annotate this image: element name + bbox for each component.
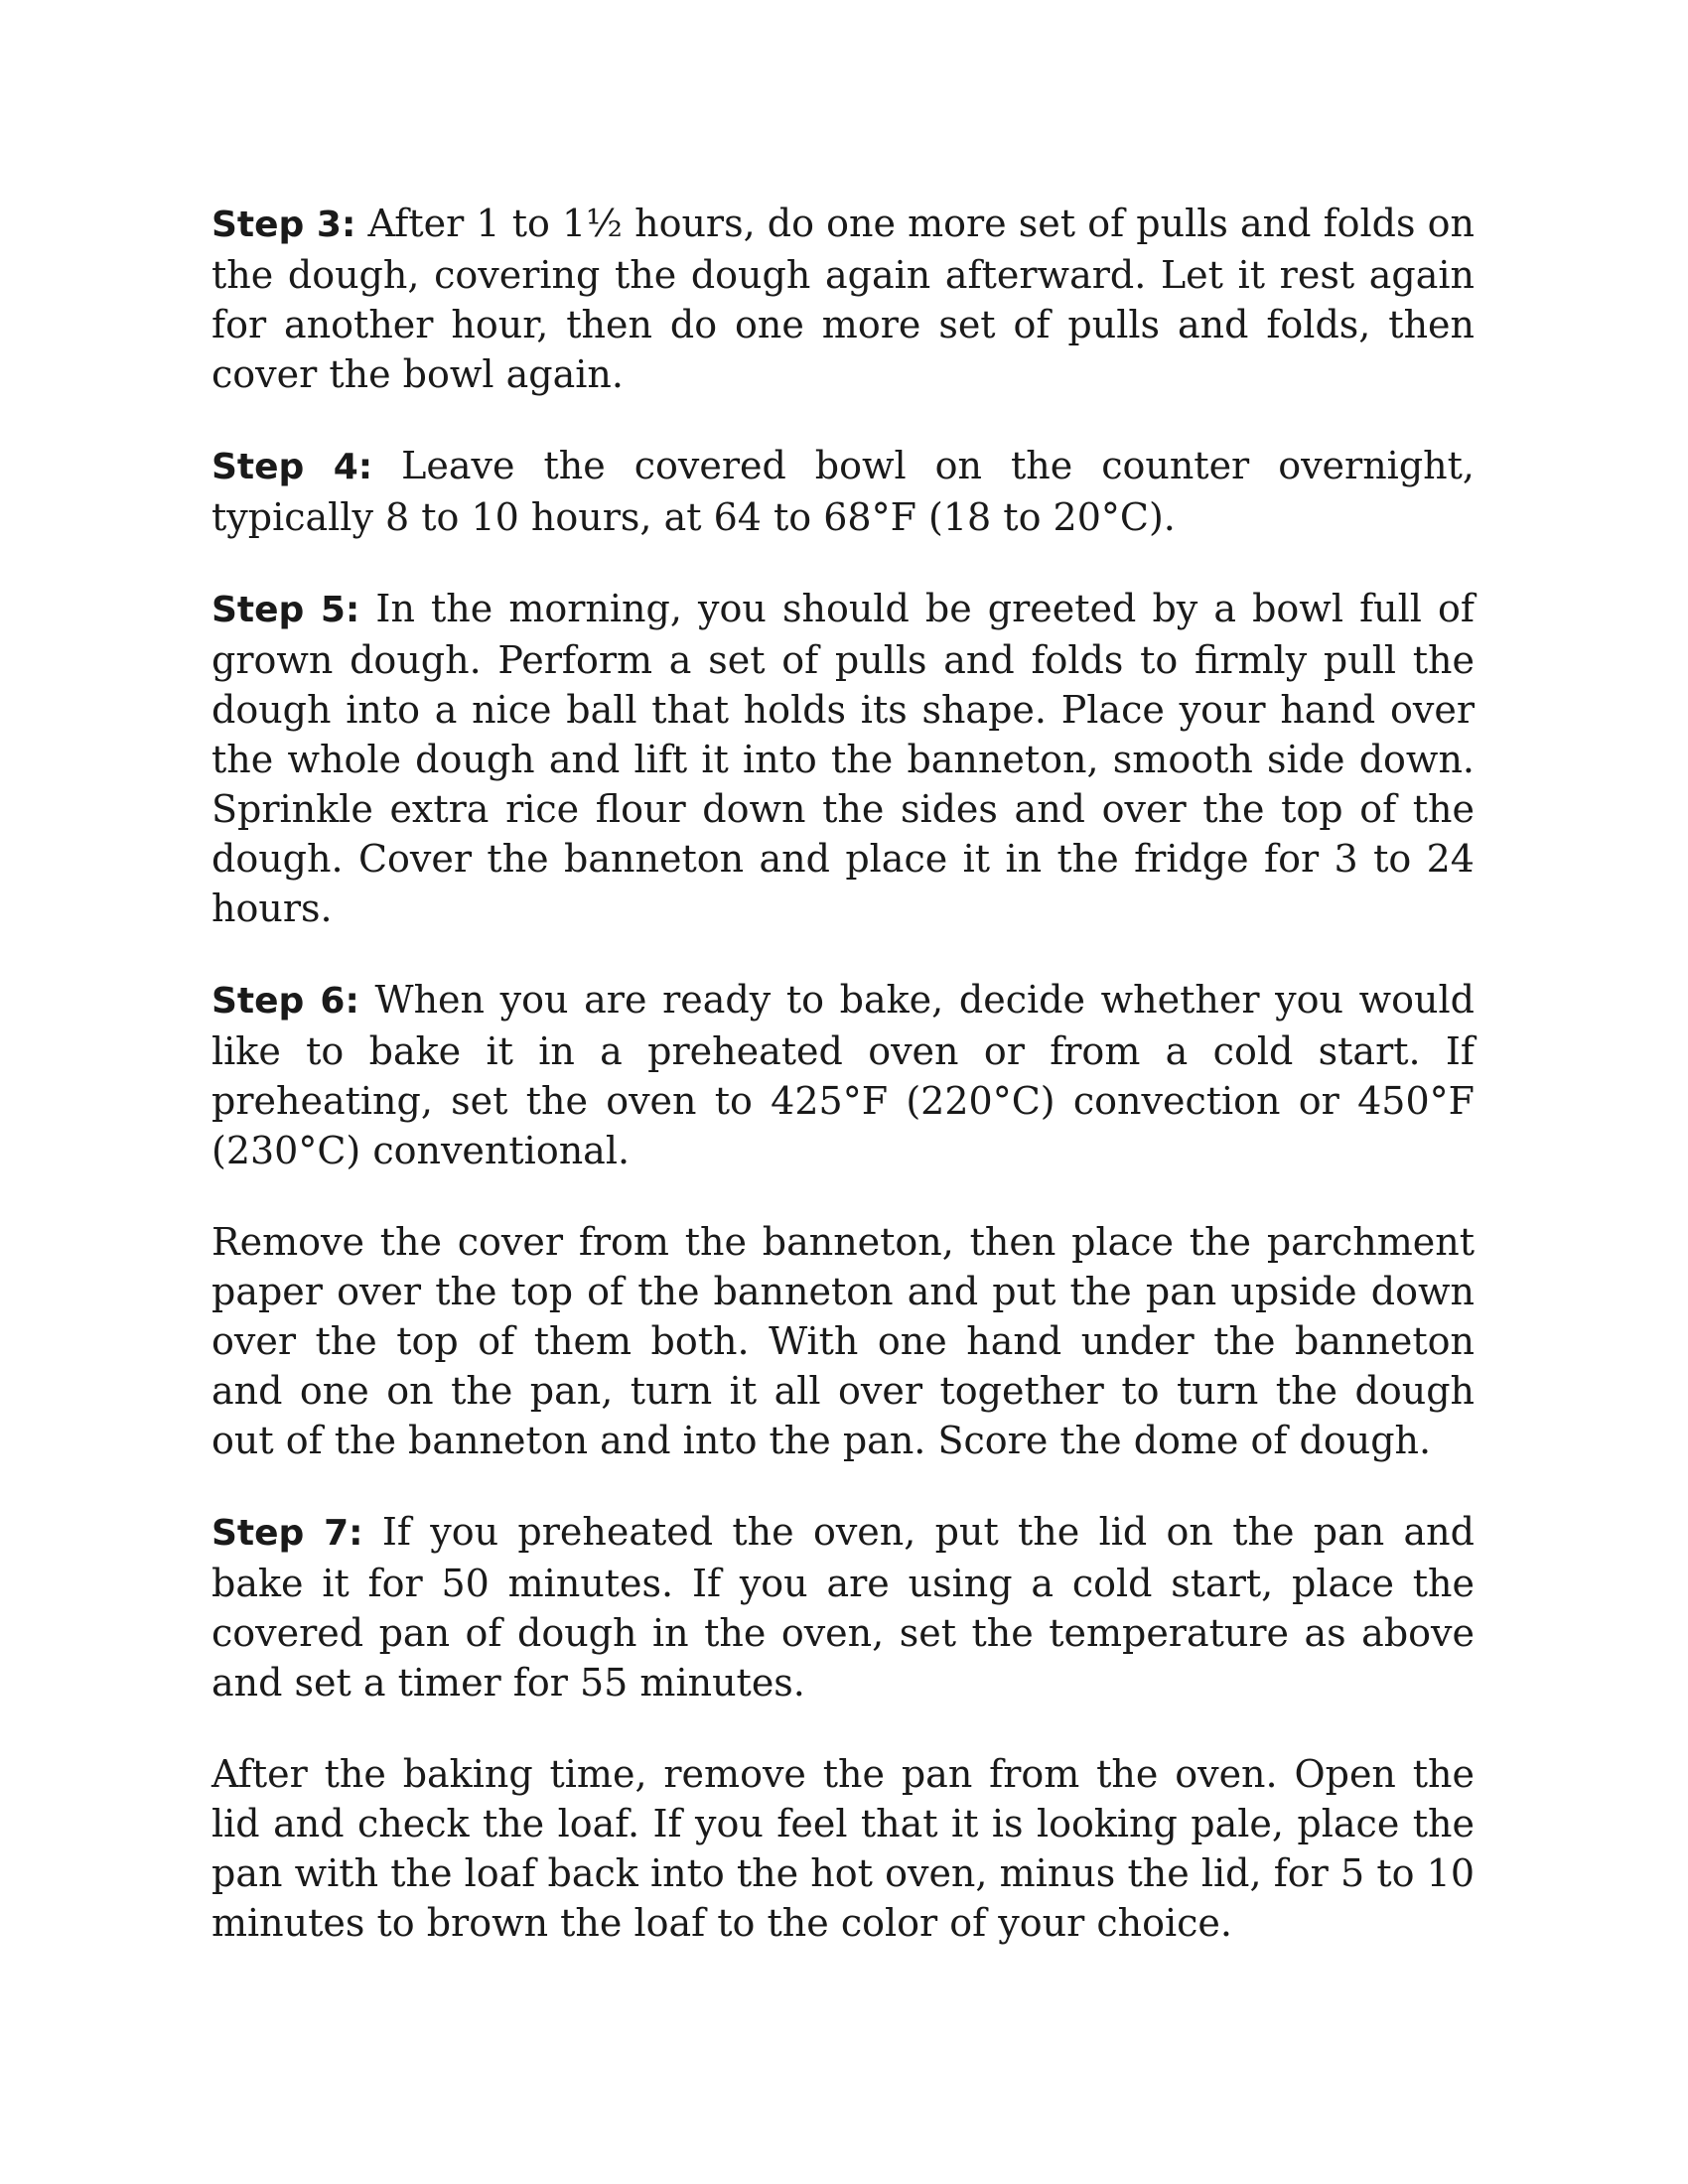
- paragraph-text: When you are ready to bake, decide whether you would like to bake it in a preheated oven or from a cold start. If preheating, set the oven to 425°F (220°C) convection or 450°F (230°C) conventional.: [211, 978, 1475, 1172]
- step-label: Step 7:: [211, 1513, 363, 1554]
- paragraph-step-3: [211, 199, 1475, 399]
- paragraph-step-7-continued: [211, 1749, 1475, 1948]
- paragraph-text: If you preheated the oven, put the lid on the pan and bake it for 50 minutes. If you are using a cold start, place the covered pan of dough in the oven, set the temperature as above and set a timer for 55 minutes.: [211, 1510, 1475, 1705]
- paragraph-text: After 1 to 1½ hours, do one more set of pulls and folds on the dough, covering the dough again afterward. Let it rest again for another hour, then do one more set of pulls and folds, then cover the bowl again.: [211, 202, 1475, 396]
- paragraph-text: Remove the cover from the banneton, then place the parchment paper over the top of the banneton and put the pan upside down over the top of them both. With one hand under the banneton and one on the pan, turn it all over together to turn the dough out of the banneton and into the pan. Score the dome of dough.: [211, 1220, 1475, 1462]
- paragraph-step-4: [211, 441, 1475, 542]
- paragraph-step-7: [211, 1507, 1475, 1707]
- step-label: Step 4:: [211, 447, 373, 487]
- paragraph-text: In the morning, you should be greeted by a bowl full of grown dough. Perform a set of pulls and folds to firmly pull the dough into a nice ball that holds its shape. Place your hand over the whole dough and lift it into the banneton, smooth side down. Sprinkle extra rice flour down the sides and over the top of the dough. Cover the banneton and place it in the fridge for 3 to 24 hours.: [211, 587, 1475, 930]
- document-page: [211, 199, 1475, 1989]
- paragraph-step-6-continued: [211, 1217, 1475, 1465]
- step-label: Step 5:: [211, 590, 360, 630]
- paragraph-step-6: [211, 975, 1475, 1175]
- paragraph-text: Leave the covered bowl on the counter overnight, typically 8 to 10 hours, at 64 to 68°F (18 to 20°C).: [211, 444, 1475, 539]
- paragraph-step-5: [211, 584, 1475, 933]
- step-label: Step 3:: [211, 205, 356, 245]
- step-label: Step 6:: [211, 981, 359, 1022]
- paragraph-text: After the baking time, remove the pan from the oven. Open the lid and check the loaf. If you feel that it is looking pale, place the pan with the loaf back into the hot oven, minus the lid, for 5 to 10 minutes to brown the loaf to the color of your choice.: [211, 1752, 1475, 1945]
